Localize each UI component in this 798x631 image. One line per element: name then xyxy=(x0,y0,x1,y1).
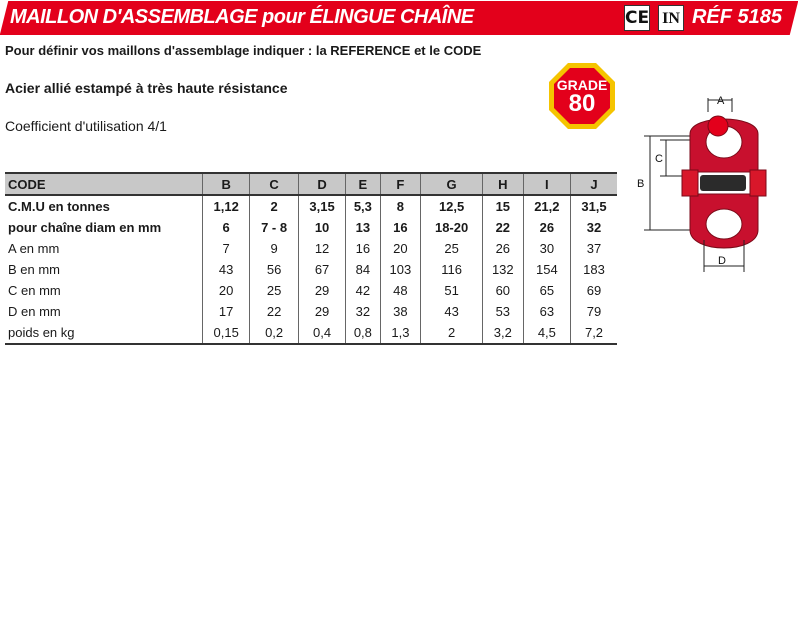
table-cell: 30 xyxy=(523,238,570,259)
table-cell: 103 xyxy=(380,259,421,280)
table-cell: 3,2 xyxy=(482,322,523,344)
table-row xyxy=(5,280,617,301)
in-mark-icon: IN xyxy=(658,5,684,31)
table-cell: 53 xyxy=(482,301,523,322)
specification-table xyxy=(5,172,617,345)
table-cell: 31,5 xyxy=(571,195,617,217)
grade-value: 80 xyxy=(568,90,596,117)
table-cell: 16 xyxy=(380,217,421,238)
table-cell: 12 xyxy=(298,238,345,259)
column-header: C xyxy=(250,173,299,195)
table-cell: 0,2 xyxy=(250,322,299,344)
table-cell: 15 xyxy=(482,195,523,217)
column-header: B xyxy=(203,173,250,195)
table-row xyxy=(5,259,617,280)
column-header: J xyxy=(571,173,617,195)
table-cell: 37 xyxy=(571,238,617,259)
row-label: B en mm xyxy=(8,262,61,277)
table-cell: 10 xyxy=(298,217,345,238)
table-cell: 0,8 xyxy=(346,322,380,344)
table-cell: 16 xyxy=(346,238,380,259)
table-cell: 51 xyxy=(421,280,483,301)
table-cell: 22 xyxy=(250,301,299,322)
dimension-label-a: A xyxy=(717,95,725,107)
grade-label: GRADE xyxy=(556,77,608,93)
table-cell: 9 xyxy=(250,238,299,259)
table-cell: 21,2 xyxy=(523,195,570,217)
coefficient-text: Coefficient d'utilisation 4/1 xyxy=(5,118,167,134)
table-cell: 18-20 xyxy=(421,217,483,238)
table-cell: 0,15 xyxy=(203,322,250,344)
table-cell: 183 xyxy=(571,259,617,280)
table-cell: 43 xyxy=(203,259,250,280)
table-cell: 1,3 xyxy=(380,322,421,344)
dimension-label-c: C xyxy=(655,153,663,165)
table-cell: 32 xyxy=(346,301,380,322)
column-header: CODE xyxy=(5,173,203,195)
table-cell: 63 xyxy=(523,301,570,322)
column-header: G xyxy=(421,173,483,195)
table-cell: 25 xyxy=(250,280,299,301)
table-cell: 48 xyxy=(380,280,421,301)
table-cell: 32 xyxy=(571,217,617,238)
table-cell: 22 xyxy=(482,217,523,238)
table-cell: 84 xyxy=(346,259,380,280)
table-row xyxy=(5,322,617,344)
reference-number: RÉF 5185 xyxy=(691,6,782,28)
table-row xyxy=(5,217,617,238)
dimension-label-d: D xyxy=(718,255,726,267)
table-cell: 154 xyxy=(523,259,570,280)
table-cell: 3,15 xyxy=(298,195,345,217)
chain-link-icon xyxy=(632,90,782,280)
table-cell: 7 xyxy=(203,238,250,259)
table-cell: 67 xyxy=(298,259,345,280)
table-cell: 132 xyxy=(482,259,523,280)
table-cell: 8 xyxy=(380,195,421,217)
row-label: D en mm xyxy=(8,304,61,319)
table-cell: 20 xyxy=(203,280,250,301)
table-row xyxy=(5,238,617,259)
row-label: C en mm xyxy=(8,283,61,298)
column-header: E xyxy=(346,173,380,195)
material-text: Acier allié estampé à très haute résistance xyxy=(5,80,288,96)
title-banner xyxy=(0,1,798,35)
table-header-row xyxy=(5,173,617,195)
table-cell: 5,3 xyxy=(346,195,380,217)
table-cell: 20 xyxy=(380,238,421,259)
table-cell: 6 xyxy=(203,217,250,238)
row-label: pour chaîne diam en mm xyxy=(8,220,162,235)
table-row xyxy=(5,195,617,217)
column-header: F xyxy=(380,173,421,195)
row-label: A en mm xyxy=(8,241,60,256)
table-cell: 1,12 xyxy=(203,195,250,217)
table-row xyxy=(5,301,617,322)
table-cell: 43 xyxy=(421,301,483,322)
column-header: I xyxy=(523,173,570,195)
page-title: MAILLON D'ASSEMBLAGE pour ÉLINGUE CHAÎNE xyxy=(10,6,474,28)
table-cell: 7,2 xyxy=(571,322,617,344)
table-cell: 29 xyxy=(298,301,345,322)
grade-badge xyxy=(548,62,616,130)
table-cell: 69 xyxy=(571,280,617,301)
dimension-label-b: B xyxy=(637,178,645,190)
instruction-text: Pour définir vos maillons d'assemblage indiquer : la REFERENCE et le CODE xyxy=(5,43,482,58)
table-cell: 42 xyxy=(346,280,380,301)
column-header: H xyxy=(482,173,523,195)
table-cell: 4,5 xyxy=(523,322,570,344)
table-cell: 13 xyxy=(346,217,380,238)
table-cell: 56 xyxy=(250,259,299,280)
table-cell: 2 xyxy=(250,195,299,217)
table-cell: 7 - 8 xyxy=(250,217,299,238)
table-cell: 2 xyxy=(421,322,483,344)
table-cell: 26 xyxy=(523,217,570,238)
table-cell: 116 xyxy=(421,259,483,280)
table-cell: 17 xyxy=(203,301,250,322)
table-cell: 26 xyxy=(482,238,523,259)
row-label: C.M.U en tonnes xyxy=(8,199,110,214)
row-label: poids en kg xyxy=(5,322,203,344)
ce-mark-icon: CE xyxy=(624,5,650,31)
connecting-link-diagram xyxy=(632,90,782,280)
table-cell: 29 xyxy=(298,280,345,301)
table-cell: 0,4 xyxy=(298,322,345,344)
table-cell: 60 xyxy=(482,280,523,301)
table-cell: 25 xyxy=(421,238,483,259)
table-cell: 12,5 xyxy=(421,195,483,217)
column-header: D xyxy=(298,173,345,195)
table-cell: 79 xyxy=(571,301,617,322)
table-cell: 38 xyxy=(380,301,421,322)
table-cell: 65 xyxy=(523,280,570,301)
